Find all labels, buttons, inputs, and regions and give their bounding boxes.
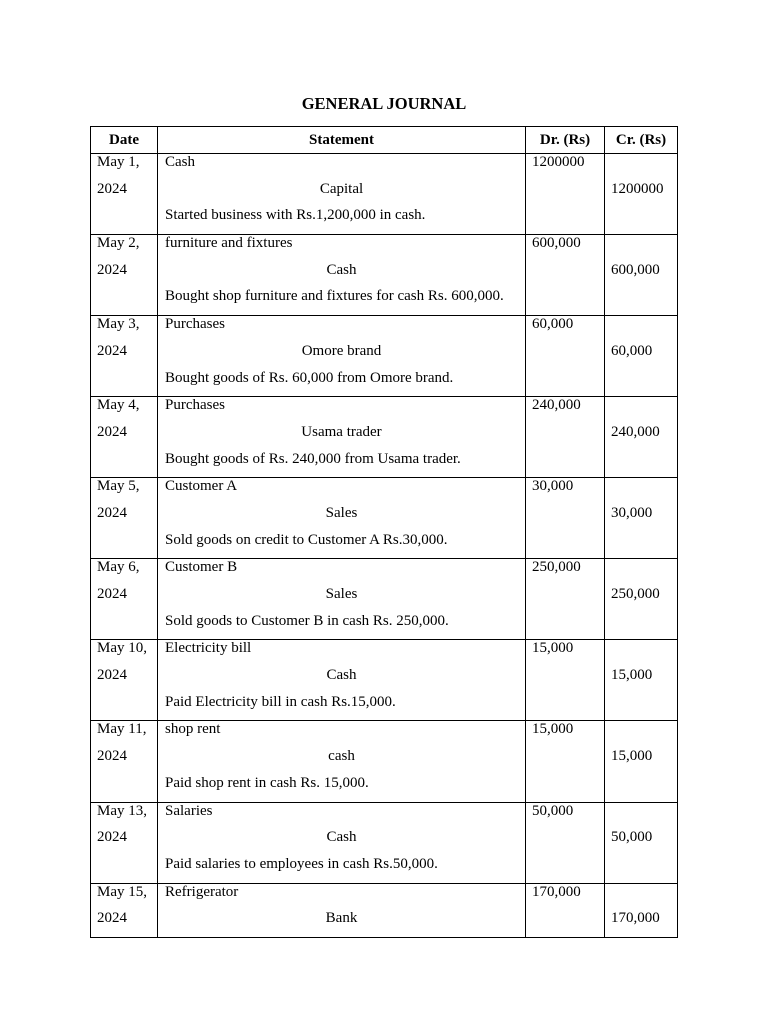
journal-entry-row xyxy=(91,235,678,316)
entry-debit-account: Purchases xyxy=(165,316,225,333)
entry-date-line2: 2024 xyxy=(97,342,127,359)
entry-debit-account: Salaries xyxy=(165,802,213,819)
entry-debit-amount: 250,000 xyxy=(532,559,581,576)
entry-debit-cell xyxy=(526,154,605,235)
header-date: Date xyxy=(91,127,158,154)
entry-credit-account: Cash xyxy=(326,667,357,684)
entry-credit-cell xyxy=(605,883,678,937)
entry-credit-cell xyxy=(605,478,678,559)
entry-credit-account: Sales xyxy=(325,504,358,521)
journal-entry-row xyxy=(91,154,678,235)
entry-debit-amount: 600,000 xyxy=(532,235,581,252)
entry-date-line1: May 2, xyxy=(97,235,140,252)
entry-debit-cell xyxy=(526,640,605,721)
entry-narration: Bought goods of Rs. 240,000 from Usama trader. xyxy=(165,450,461,467)
entry-credit-amount: 60,000 xyxy=(611,342,653,359)
entry-debit-cell xyxy=(526,316,605,397)
entry-statement-cell xyxy=(158,721,526,802)
entry-statement-cell xyxy=(158,316,526,397)
entry-debit-amount: 1200000 xyxy=(532,154,585,170)
entry-credit-cell xyxy=(605,154,678,235)
entry-statement-cell xyxy=(158,802,526,883)
entry-narration: Started business with Rs.1,200,000 in cash. xyxy=(165,207,426,224)
entry-credit-cell xyxy=(605,559,678,640)
entry-credit-cell xyxy=(605,397,678,478)
entry-narration: Bought goods of Rs. 60,000 from Omore brand. xyxy=(165,369,454,386)
entry-statement-cell xyxy=(158,235,526,316)
entry-date-cell xyxy=(91,316,158,397)
entry-credit-account: Capital xyxy=(319,180,364,197)
entry-debit-amount: 15,000 xyxy=(532,640,574,657)
journal-entry-row xyxy=(91,721,678,802)
entry-date-line1: May 13, xyxy=(97,802,147,819)
entry-credit-amount: 250,000 xyxy=(611,586,660,602)
entry-credit-amount: 15,000 xyxy=(611,667,653,684)
entry-debit-account: shop rent xyxy=(165,721,221,738)
entry-date-cell xyxy=(91,802,158,883)
entry-date-cell xyxy=(91,640,158,721)
entry-date-line2: 2024 xyxy=(97,667,127,684)
entry-date-line1: May 4, xyxy=(97,397,140,414)
entry-credit-amount: 50,000 xyxy=(611,829,653,846)
entry-credit-amount: 15,000 xyxy=(611,748,653,765)
entry-credit-amount: 30,000 xyxy=(611,504,653,521)
entry-date-line1: May 6, xyxy=(97,559,140,576)
entry-date-line1: May 3, xyxy=(97,316,140,333)
journal-entry-row xyxy=(91,478,678,559)
entry-debit-amount: 60,000 xyxy=(532,316,574,333)
entry-date-cell xyxy=(91,478,158,559)
journal-table xyxy=(90,126,678,938)
entry-statement-cell xyxy=(158,640,526,721)
entry-debit-cell xyxy=(526,802,605,883)
entry-date-line1: May 10, xyxy=(97,640,147,657)
entry-debit-cell xyxy=(526,721,605,802)
entry-date-line2: 2024 xyxy=(97,829,127,846)
entry-narration: Bought shop furniture and fixtures for cash Rs. 600,000. xyxy=(165,288,504,305)
table-header-row xyxy=(91,127,678,154)
entry-date-line2: 2024 xyxy=(97,423,127,440)
entry-narration: Paid shop rent in cash Rs. 15,000. xyxy=(165,774,369,791)
entry-debit-cell xyxy=(526,559,605,640)
entry-credit-account: Omore brand xyxy=(301,342,382,359)
entry-date-line2: 2024 xyxy=(97,180,127,197)
entry-credit-account: Cash xyxy=(326,829,357,846)
entry-date-cell xyxy=(91,154,158,235)
entry-date-cell xyxy=(91,235,158,316)
entry-debit-account: Purchases xyxy=(165,397,225,414)
entry-credit-amount: 1200000 xyxy=(611,180,664,197)
entry-debit-amount: 15,000 xyxy=(532,721,574,738)
entry-credit-account: cash xyxy=(328,748,355,765)
entry-debit-amount: 170,000 xyxy=(532,883,581,900)
journal-entry-row xyxy=(91,316,678,397)
entry-credit-account: Usama trader xyxy=(301,423,382,440)
entry-debit-cell xyxy=(526,235,605,316)
entry-date-line2: 2024 xyxy=(97,586,127,602)
entry-debit-account: Cash xyxy=(165,154,195,170)
entry-debit-amount: 30,000 xyxy=(532,478,574,495)
entry-debit-amount: 240,000 xyxy=(532,397,581,414)
header-debit: Dr. (Rs) xyxy=(526,127,605,154)
header-statement: Statement xyxy=(158,127,526,154)
entry-debit-account: furniture and fixtures xyxy=(165,235,293,252)
entry-credit-cell xyxy=(605,721,678,802)
entry-debit-cell xyxy=(526,397,605,478)
entry-debit-cell xyxy=(526,883,605,937)
entry-credit-amount: 600,000 xyxy=(611,261,660,278)
entry-statement-cell xyxy=(158,559,526,640)
entry-narration: Paid Electricity bill in cash Rs.15,000. xyxy=(165,693,396,710)
entry-statement-cell xyxy=(158,154,526,235)
journal-entry-row xyxy=(91,640,678,721)
entry-credit-amount: 170,000 xyxy=(611,910,660,927)
entry-debit-account: Customer B xyxy=(165,559,238,576)
header-credit: Cr. (Rs) xyxy=(605,127,678,154)
entry-date-line1: May 15, xyxy=(97,883,147,900)
entry-credit-account: Sales xyxy=(325,586,358,602)
entry-narration: Sold goods to Customer B in cash Rs. 250,000. xyxy=(165,612,449,629)
journal-entry-row xyxy=(91,397,678,478)
entry-date-line2: 2024 xyxy=(97,748,127,765)
entry-debit-account: Refrigerator xyxy=(165,883,239,900)
entry-date-line2: 2024 xyxy=(97,261,127,278)
page-title: GENERAL JOURNAL xyxy=(301,94,467,113)
entry-credit-amount: 240,000 xyxy=(611,423,660,440)
entry-statement-cell xyxy=(158,883,526,937)
entry-credit-cell xyxy=(605,235,678,316)
entry-date-line1: May 5, xyxy=(97,478,140,495)
entry-narration: Paid salaries to employees in cash Rs.50,000. xyxy=(165,855,438,872)
entry-date-cell xyxy=(91,721,158,802)
entry-credit-cell xyxy=(605,316,678,397)
entry-statement-cell xyxy=(158,478,526,559)
entry-statement-cell xyxy=(158,397,526,478)
entry-date-cell xyxy=(91,883,158,937)
entry-credit-account: Cash xyxy=(326,261,357,278)
journal-entry-row xyxy=(91,883,678,937)
entry-date-line2: 2024 xyxy=(97,504,127,521)
entry-credit-cell xyxy=(605,640,678,721)
entry-debit-account: Customer A xyxy=(165,478,238,495)
entry-date-cell xyxy=(91,559,158,640)
entry-date-line1: May 11, xyxy=(97,721,147,738)
entry-date-cell xyxy=(91,397,158,478)
entry-debit-cell xyxy=(526,478,605,559)
entry-credit-cell xyxy=(605,802,678,883)
journal-entry-row xyxy=(91,559,678,640)
entry-narration: Sold goods on credit to Customer A Rs.30,000. xyxy=(165,531,448,548)
entry-date-line1: May 1, xyxy=(97,154,140,170)
journal-entry-row xyxy=(91,802,678,883)
entry-debit-account: Electricity bill xyxy=(165,640,252,657)
entry-credit-account: Bank xyxy=(325,910,358,927)
entry-debit-amount: 50,000 xyxy=(532,802,574,819)
entry-date-line2: 2024 xyxy=(97,910,127,927)
